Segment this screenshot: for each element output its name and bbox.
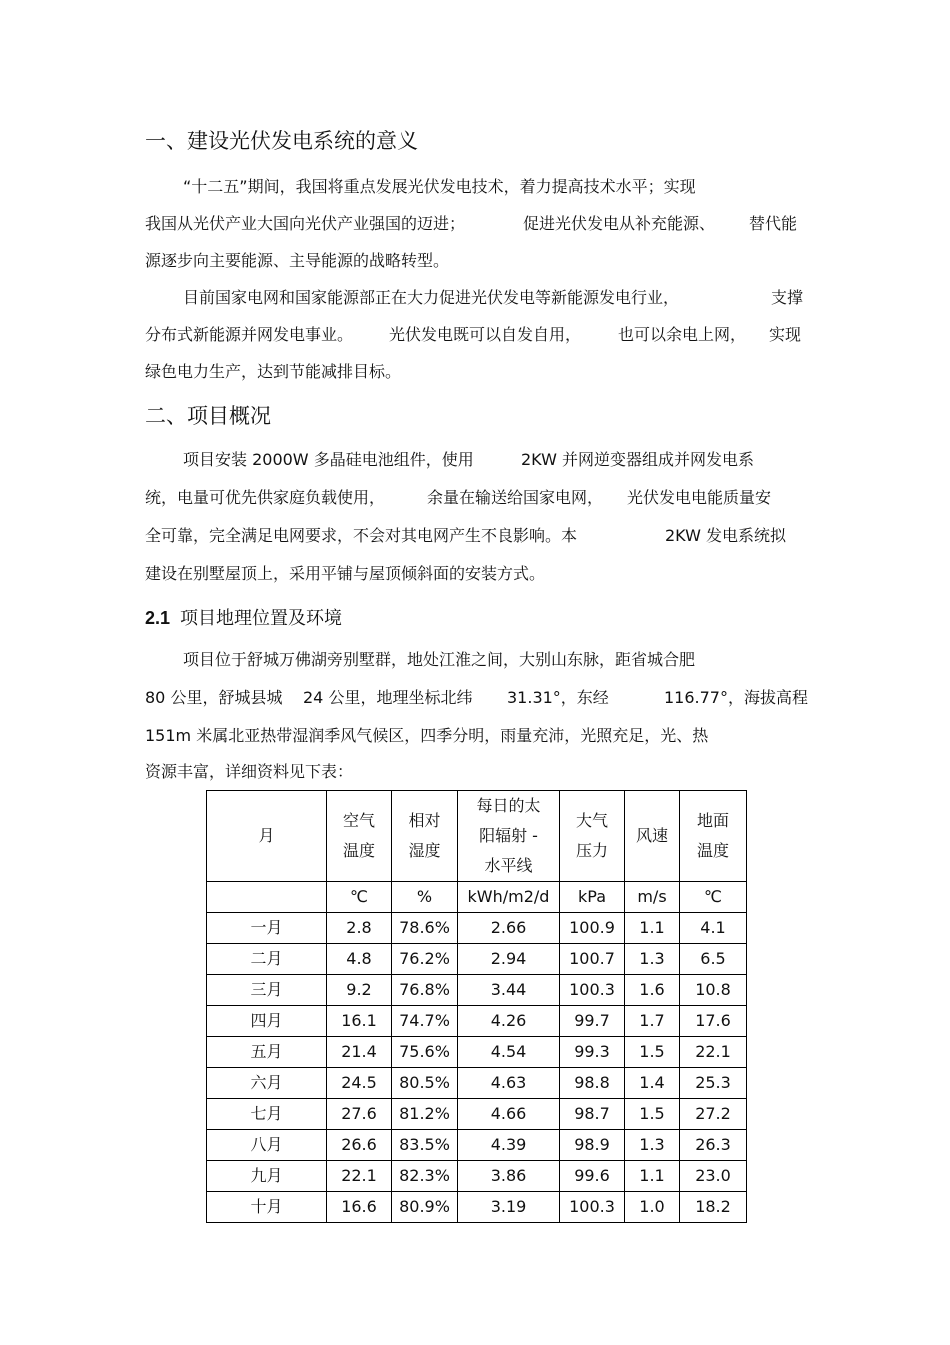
table-cell: 80.5%	[392, 1068, 458, 1099]
table-unit-cell: %	[392, 882, 458, 913]
table-cell: 98.9	[560, 1130, 625, 1161]
table-cell: 99.7	[560, 1006, 625, 1037]
table-cell: 1.1	[625, 1161, 680, 1192]
text-segment: 也可以余电上网，	[618, 325, 747, 344]
text-segment: 余量在输送给国家电网，	[427, 488, 604, 507]
table-cell: 76.8%	[392, 975, 458, 1006]
text-line: 资源丰富，详细资料见下表：	[145, 762, 354, 781]
table-cell: 1.3	[625, 944, 680, 975]
text-segment: 光伏发电电能质量安	[627, 488, 772, 507]
table-cell: 2.8	[327, 913, 392, 944]
table-cell: 26.3	[680, 1130, 747, 1161]
header-line: 水平线	[484, 856, 533, 875]
table-cell: 17.6	[680, 1006, 747, 1037]
text-segment: 项目安装 2000W 多晶硅电池组件，使用	[183, 450, 474, 469]
table-cell: 16.1	[327, 1006, 392, 1037]
table-cell: 4.39	[458, 1130, 560, 1161]
table-cell: 100.3	[560, 975, 625, 1006]
table-cell: 76.2%	[392, 944, 458, 975]
text-segment: 替代能	[749, 214, 798, 233]
table-cell: 22.1	[327, 1161, 392, 1192]
header-line: 阳辐射 -	[479, 826, 538, 845]
table-row	[207, 1037, 747, 1068]
table-cell: 4.54	[458, 1037, 560, 1068]
table-cell: 四月	[207, 1006, 327, 1037]
table-cell: 18.2	[680, 1192, 747, 1223]
table-cell: 6.5	[680, 944, 747, 975]
header-line: 相对	[408, 811, 441, 830]
text-line: 151m 米属北亚热带湿润季风气候区，四季分明，雨量充沛，光照充足，光、热	[145, 726, 709, 745]
table-cell: 74.7%	[392, 1006, 458, 1037]
table-cell: 1.5	[625, 1099, 680, 1130]
table-unit-cell: kWh/m2/d	[458, 882, 560, 913]
table-header-cell	[327, 791, 392, 882]
table-cell: 24.5	[327, 1068, 392, 1099]
table-cell: 98.7	[560, 1099, 625, 1130]
text-segment: 光伏发电既可以自发自用，	[389, 325, 582, 344]
table-body	[207, 791, 747, 1223]
table-cell: 99.3	[560, 1037, 625, 1068]
table-cell: 3.44	[458, 975, 560, 1006]
text-segment: 2KW 发电系统拟	[665, 526, 787, 545]
table-cell: 23.0	[680, 1161, 747, 1192]
section-number: 2.1	[145, 608, 171, 628]
header-line: 风速	[635, 826, 668, 845]
table-header-cell	[207, 791, 327, 882]
table-cell: 五月	[207, 1037, 327, 1068]
section-2-1-heading	[145, 605, 342, 632]
table-cell: 83.5%	[392, 1130, 458, 1161]
table-cell: 七月	[207, 1099, 327, 1130]
table-cell: 10.8	[680, 975, 747, 1006]
table-cell: 2.94	[458, 944, 560, 975]
text-segment: 116.77°，海拔高程	[664, 688, 808, 707]
header-line: 空气	[342, 811, 375, 830]
table-cell: 3.86	[458, 1161, 560, 1192]
text-segment: 统，电量可优先供家庭负载使用，	[145, 488, 386, 507]
text-line: “十二五”期间，我国将重点发展光伏发电技术，着力提高技术水平；实现	[183, 177, 696, 196]
table-cell: 21.4	[327, 1037, 392, 1068]
table-header-cell	[680, 791, 747, 882]
table-header-cell	[458, 791, 560, 882]
header-line: 温度	[342, 841, 375, 860]
table-cell: 1.1	[625, 913, 680, 944]
table-cell: 9.2	[327, 975, 392, 1006]
table-cell: 78.6%	[392, 913, 458, 944]
table-row	[207, 1130, 747, 1161]
table-cell: 一月	[207, 913, 327, 944]
table-row	[207, 975, 747, 1006]
section-1-heading: 一、建设光伏发电系统的意义	[145, 129, 418, 153]
table-units-row	[207, 882, 747, 913]
header-line: 每日的太	[476, 796, 541, 815]
table-cell: 27.6	[327, 1099, 392, 1130]
text-segment: 支撑	[771, 288, 804, 307]
table-row	[207, 913, 747, 944]
text-line: 项目位于舒城万佛湖旁别墅群，地处江淮之间，大别山东脉，距省城合肥	[183, 650, 696, 669]
text-segment: 2KW 并网逆变器组成并网发电系	[521, 450, 755, 469]
table-cell: 81.2%	[392, 1099, 458, 1130]
table-cell: 4.8	[327, 944, 392, 975]
table-cell: 75.6%	[392, 1037, 458, 1068]
header-line: 月	[258, 826, 275, 845]
table-header-cell	[392, 791, 458, 882]
table-unit-cell: ℃	[327, 882, 392, 913]
table-cell: 100.9	[560, 913, 625, 944]
table-cell: 16.6	[327, 1192, 392, 1223]
text-segment: 实现	[769, 325, 802, 344]
table-cell: 27.2	[680, 1099, 747, 1130]
table-unit-cell: ℃	[680, 882, 747, 913]
text-segment: 目前国家电网和国家能源部正在大力促进光伏发电等新能源发电行业，	[183, 288, 680, 307]
table-cell: 100.3	[560, 1192, 625, 1223]
table-cell: 4.26	[458, 1006, 560, 1037]
table-cell: 八月	[207, 1130, 327, 1161]
table-row	[207, 1068, 747, 1099]
header-line: 压力	[575, 841, 608, 860]
header-line: 湿度	[408, 841, 441, 860]
table-cell: 22.1	[680, 1037, 747, 1068]
table-cell: 九月	[207, 1161, 327, 1192]
section-2-heading: 二、项目概况	[145, 404, 271, 428]
table-cell: 80.9%	[392, 1192, 458, 1223]
table-cell: 1.6	[625, 975, 680, 1006]
text-segment: 我国从光伏产业大国向光伏产业强国的迈进；	[145, 214, 466, 233]
table-row	[207, 1192, 747, 1223]
text-segment: 24 公里，地理坐标北纬	[303, 688, 473, 707]
table-unit-cell	[207, 882, 327, 913]
table-cell: 4.66	[458, 1099, 560, 1130]
table-cell: 六月	[207, 1068, 327, 1099]
table-cell: 1.7	[625, 1006, 680, 1037]
table-cell: 2.66	[458, 913, 560, 944]
table-cell: 1.3	[625, 1130, 680, 1161]
table-row	[207, 944, 747, 975]
table-unit-cell: m/s	[625, 882, 680, 913]
table-cell: 99.6	[560, 1161, 625, 1192]
table-cell: 十月	[207, 1192, 327, 1223]
table-row	[207, 1161, 747, 1192]
table-header-cell	[625, 791, 680, 882]
table-row	[207, 1006, 747, 1037]
table-cell: 25.3	[680, 1068, 747, 1099]
table-row	[207, 1099, 747, 1130]
text-segment: 全可靠，完全满足电网要求，不会对其电网产生不良影响。本	[145, 526, 578, 545]
climate-data-table	[206, 790, 747, 1223]
table-cell: 3.19	[458, 1192, 560, 1223]
text-segment: 80 公里，舒城县城	[145, 688, 283, 707]
table-unit-cell: kPa	[560, 882, 625, 913]
table-cell: 1.4	[625, 1068, 680, 1099]
text-segment: 促进光伏发电从补充能源、	[523, 214, 716, 233]
table-cell: 26.6	[327, 1130, 392, 1161]
table-cell: 100.7	[560, 944, 625, 975]
section-title: 项目地理位置及环境	[180, 608, 343, 629]
table-cell: 二月	[207, 944, 327, 975]
text-line: 绿色电力生产，达到节能减排目标。	[145, 362, 402, 381]
text-segment: 分布式新能源并网发电事业。	[145, 325, 354, 344]
header-line: 大气	[575, 811, 608, 830]
text-line: 建设在别墅屋顶上，采用平铺与屋顶倾斜面的安装方式。	[145, 564, 546, 583]
table-cell: 4.63	[458, 1068, 560, 1099]
table-cell: 三月	[207, 975, 327, 1006]
header-line: 地面	[696, 811, 729, 830]
text-segment: 31.31°，东经	[507, 688, 609, 707]
table-header-row	[207, 791, 747, 882]
table-cell: 1.5	[625, 1037, 680, 1068]
table-cell: 1.0	[625, 1192, 680, 1223]
text-line: 源逐步向主要能源、主导能源的战略转型。	[145, 251, 450, 270]
table-cell: 82.3%	[392, 1161, 458, 1192]
table-cell: 4.1	[680, 913, 747, 944]
table-cell: 98.8	[560, 1068, 625, 1099]
header-line: 温度	[696, 841, 729, 860]
table-header-cell	[560, 791, 625, 882]
